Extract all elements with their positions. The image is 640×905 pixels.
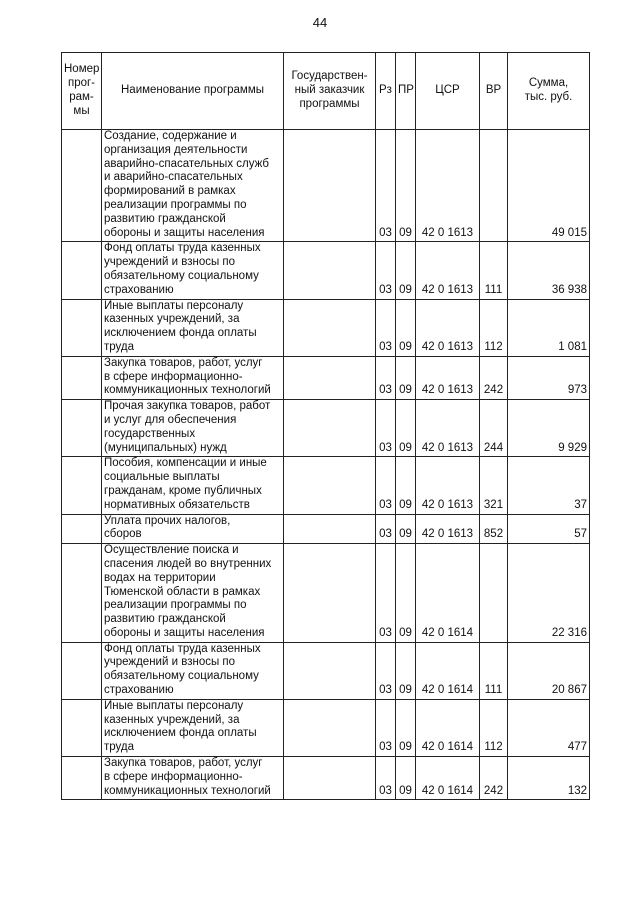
program-number-cell [62, 699, 102, 756]
sum-cell: 477 [508, 699, 590, 756]
customer-cell [284, 699, 376, 756]
program-name-cell: Закупка товаров, работ, услуг в сфере информационно- коммуникационных технологий [102, 757, 284, 800]
table-row [62, 642, 590, 699]
rz-cell: 03 [376, 356, 396, 399]
rz-cell: 03 [376, 400, 396, 457]
pr-cell: 09 [396, 699, 416, 756]
table-row [62, 544, 590, 643]
customer-cell [284, 356, 376, 399]
pr-cell: 09 [396, 544, 416, 643]
rz-cell: 03 [376, 457, 396, 514]
vr-cell: 111 [480, 642, 508, 699]
header-csr: ЦСР [416, 53, 480, 130]
sum-cell: 57 [508, 514, 590, 544]
table-row [62, 757, 590, 800]
table-header-row [62, 53, 590, 130]
program-number-cell [62, 514, 102, 544]
table-body [62, 130, 590, 800]
program-name-cell: Фонд оплаты труда казенных учреждений и взносы по обязательному социальному страхованию [102, 642, 284, 699]
rz-cell: 03 [376, 757, 396, 800]
table-row [62, 242, 590, 299]
sum-cell: 49 015 [508, 130, 590, 242]
header-rz: Рз [376, 53, 396, 130]
csr-cell: 42 0 1614 [416, 544, 480, 643]
csr-cell: 42 0 1613 [416, 299, 480, 356]
csr-cell: 42 0 1613 [416, 457, 480, 514]
customer-cell [284, 130, 376, 242]
pr-cell: 09 [396, 514, 416, 544]
table-row [62, 130, 590, 242]
pr-cell: 09 [396, 757, 416, 800]
header-vr: ВР [480, 53, 508, 130]
table-row [62, 356, 590, 399]
csr-cell: 42 0 1613 [416, 514, 480, 544]
pr-cell: 09 [396, 400, 416, 457]
rz-cell: 03 [376, 242, 396, 299]
header-sum: Сумма, тыс. руб. [508, 53, 590, 130]
csr-cell: 42 0 1613 [416, 400, 480, 457]
program-name-cell: Уплата прочих налогов, сборов [102, 514, 284, 544]
program-number-cell [62, 457, 102, 514]
vr-cell: 112 [480, 699, 508, 756]
program-number-cell [62, 544, 102, 643]
table-row [62, 457, 590, 514]
vr-cell: 242 [480, 356, 508, 399]
customer-cell [284, 299, 376, 356]
sum-cell: 36 938 [508, 242, 590, 299]
customer-cell [284, 242, 376, 299]
program-name-cell: Пособия, компенсации и иные социальные выплаты гражданам, кроме публичных нормативных обязательств [102, 457, 284, 514]
csr-cell: 42 0 1614 [416, 757, 480, 800]
vr-cell [480, 130, 508, 242]
header-pr: ПР [396, 53, 416, 130]
customer-cell [284, 642, 376, 699]
rz-cell: 03 [376, 642, 396, 699]
csr-cell: 42 0 1614 [416, 699, 480, 756]
vr-cell: 852 [480, 514, 508, 544]
csr-cell: 42 0 1613 [416, 242, 480, 299]
sum-cell: 22 316 [508, 544, 590, 643]
rz-cell: 03 [376, 514, 396, 544]
vr-cell: 112 [480, 299, 508, 356]
program-name-cell: Закупка товаров, работ, услуг в сфере информационно- коммуникационных технологий [102, 356, 284, 399]
rz-cell: 03 [376, 130, 396, 242]
pr-cell: 09 [396, 457, 416, 514]
program-number-cell [62, 757, 102, 800]
program-name-cell: Фонд оплаты труда казенных учреждений и взносы по обязательному социальному страхованию [102, 242, 284, 299]
csr-cell: 42 0 1613 [416, 356, 480, 399]
pr-cell: 09 [396, 299, 416, 356]
vr-cell: 242 [480, 757, 508, 800]
table-row [62, 400, 590, 457]
pr-cell: 09 [396, 242, 416, 299]
budget-table [61, 52, 590, 800]
vr-cell: 321 [480, 457, 508, 514]
rz-cell: 03 [376, 544, 396, 643]
sum-cell: 132 [508, 757, 590, 800]
sum-cell: 1 081 [508, 299, 590, 356]
rz-cell: 03 [376, 699, 396, 756]
sum-cell: 9 929 [508, 400, 590, 457]
pr-cell: 09 [396, 642, 416, 699]
csr-cell: 42 0 1613 [416, 130, 480, 242]
header-customer: Государствен- ный заказчик программы [284, 53, 376, 130]
pr-cell: 09 [396, 130, 416, 242]
customer-cell [284, 757, 376, 800]
program-number-cell [62, 642, 102, 699]
program-number-cell [62, 299, 102, 356]
program-name-cell: Осуществление поиска и спасения людей во внутренних водах на территории Тюменской области в рамках реализации программы по развитию гражданской обороны и защиты населения [102, 544, 284, 643]
program-name-cell: Создание, содержание и организация деятельности аварийно-спасательных служб и аварийно-спасательных формирований в рамках реализации программы по развитию гражданской обороны и защиты населения [102, 130, 284, 242]
vr-cell [480, 544, 508, 643]
sum-cell: 973 [508, 356, 590, 399]
customer-cell [284, 544, 376, 643]
customer-cell [284, 400, 376, 457]
header-program-number: Номер прог- рам- мы [62, 53, 102, 130]
program-number-cell [62, 130, 102, 242]
csr-cell: 42 0 1614 [416, 642, 480, 699]
program-name-cell: Иные выплаты персоналу казенных учреждений, за исключением фонда оплаты труда [102, 299, 284, 356]
program-number-cell [62, 356, 102, 399]
pr-cell: 09 [396, 356, 416, 399]
header-program-name: Наименование программы [102, 53, 284, 130]
customer-cell [284, 514, 376, 544]
sum-cell: 20 867 [508, 642, 590, 699]
program-name-cell: Прочая закупка товаров, работ и услуг для обеспечения государственных (муниципальных) нужд [102, 400, 284, 457]
vr-cell: 111 [480, 242, 508, 299]
page-number: 44 [312, 15, 328, 30]
sum-cell: 37 [508, 457, 590, 514]
customer-cell [284, 457, 376, 514]
vr-cell: 244 [480, 400, 508, 457]
program-number-cell [62, 400, 102, 457]
rz-cell: 03 [376, 299, 396, 356]
table-row [62, 699, 590, 756]
table-row [62, 299, 590, 356]
table-row [62, 514, 590, 544]
program-name-cell: Иные выплаты персоналу казенных учреждений, за исключением фонда оплаты труда [102, 699, 284, 756]
program-number-cell [62, 242, 102, 299]
